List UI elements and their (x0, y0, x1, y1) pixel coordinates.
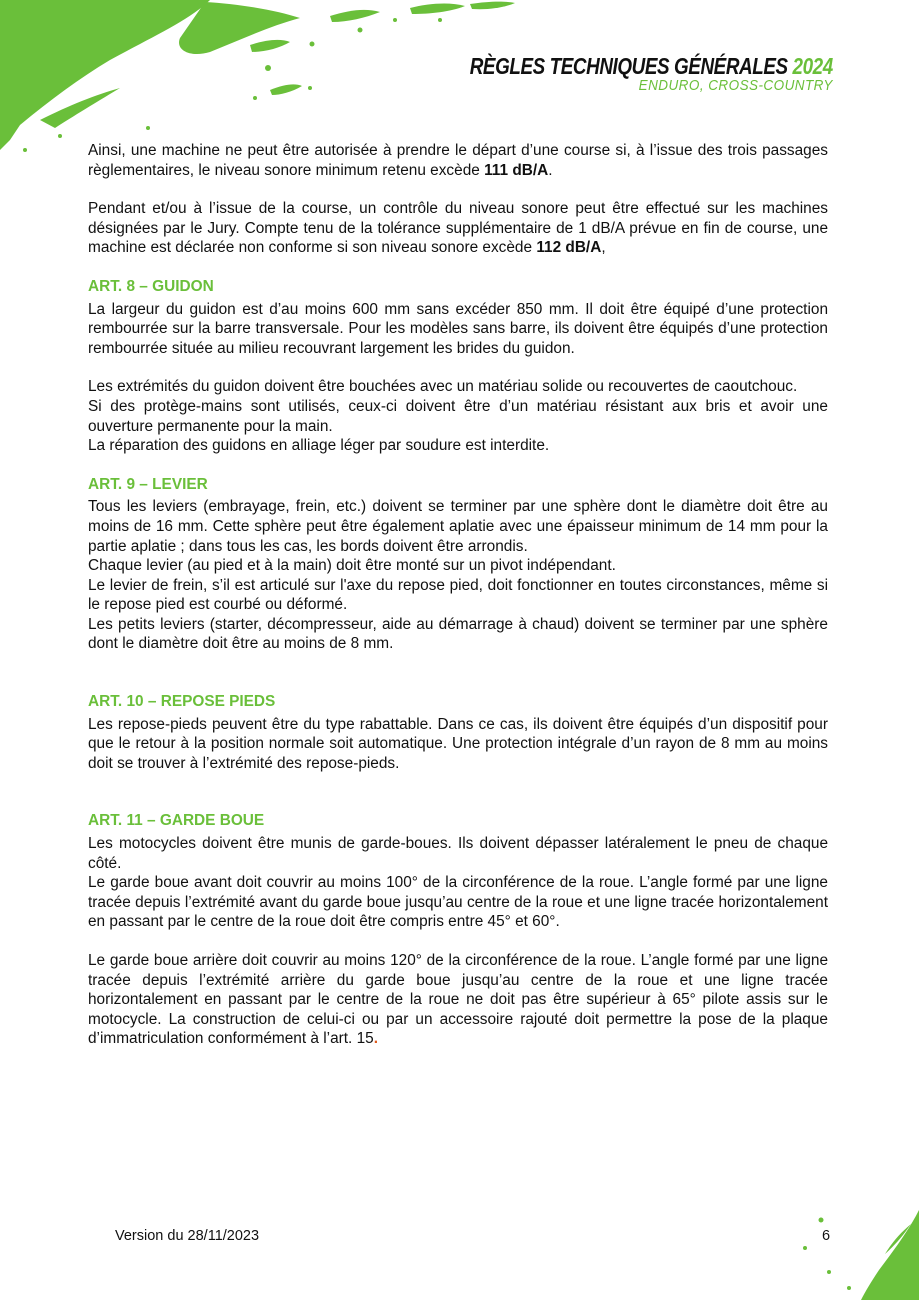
art8-heading: ART. 8 – GUIDON (88, 277, 214, 295)
art9-paragraph-3: Le levier de frein, s’il est articulé sur l'axe du repose pied, doit fonctionner en toutes circonstances, même si le repose pied est courbé ou déformé. (88, 576, 828, 614)
noise-paragraph-1 (88, 141, 828, 180)
art9-paragraph-1: Tous les leviers (embrayage, frein, etc.) doivent se terminer par une sphère dont le diamètre doit être au moins de 16 mm. Cette sphère peut être également aplatie avec une épaisseur minimum de 14 mm pour la partie aplatie ; dans tous les cas, les bords doivent être arrondis. (88, 498, 828, 555)
noise-end-2: , (601, 239, 606, 257)
green-splash-bottom-decoration (799, 1210, 919, 1300)
noise-limit-value-1: 111 dB/A (484, 161, 549, 179)
noise-text-2: Pendant et/ou à l’issue de la course, un contrôle du niveau sonore peut être effectué sur les machines désignées par le Jury. Compte tenu de la tolérance supplémentaire de 1 dB/A prévue en fin de course, une machine est déclarée non conforme si son niveau sonore excède (88, 200, 828, 257)
noise-limit-value-2: 112 dB/A (536, 239, 602, 257)
document-body (88, 141, 828, 1049)
header-subtitle: ENDURO, CROSS-COUNTRY (638, 77, 833, 94)
art11-paragraph-3-text: Le garde boue arrière doit couvrir au moins 120° de la circonférence de la roue. L’angle formé par une ligne tracée depuis l’extrémité arrière du garde boue jusqu’au centre de la roue et une ligne tracée horizontalement en passant par le centre de la roue ne doit pas être supérieur à 65° pilote assis sur le motocycle. La construction de celui-ci ou par un accessoire rajouté doit permettre la pose de la plaque d’immatriculation conformément à l’art. 15 (88, 952, 828, 1048)
footer-version: Version du 28/11/2023 (115, 1228, 260, 1244)
art10-heading: ART. 10 – REPOSE PIEDS (88, 693, 276, 711)
noise-end-1: . (548, 161, 553, 179)
noise-text-1: Ainsi, une machine ne peut être autorisée à prendre le départ d’une course si, à l’issue des trois passages règlementaires, le niveau sonore minimum retenu excède (88, 142, 828, 179)
art11-paragraph-2: Le garde boue avant doit couvrir au moins 100° de la circonférence de la roue. L’angle formé par une ligne tracée depuis l’extrémité avant du garde boue jusqu’au centre de la roue et une ligne tracée horizontalement en passant par le centre de la roue doit être compris entre 45° et 60°. (88, 874, 828, 931)
header-title-text: RÈGLES TECHNIQUES GÉNÉRALES (469, 53, 788, 79)
art8-paragraph-3: Si des protège-mains sont utilisés, ceux-ci doivent être d’un matériau résistant aux bris et avoir une ouverture permanente pour la main. (88, 397, 828, 435)
art11-paragraph-3 (88, 951, 828, 1049)
header-year: 2024 (792, 53, 833, 79)
art9-heading: ART. 9 – LEVIER (88, 475, 208, 493)
art11-heading: ART. 11 – GARDE BOUE (88, 812, 265, 830)
art8-paragraph-4: La réparation des guidons en alliage léger par soudure est interdite. (88, 437, 550, 455)
art8-paragraph-2: Les extrémités du guidon doivent être bouchées avec un matériau solide ou recouvertes de caoutchouc. (88, 378, 798, 396)
art9-paragraph-2: Chaque levier (au pied et à la main) doit être monté sur un pivot indépendant. (88, 557, 616, 575)
page-number: 6 (822, 1228, 831, 1244)
art11-paragraph-1: Les motocycles doivent être munis de garde-boues. Ils doivent dépasser latéralement le pneu de chaque côté. (88, 835, 828, 872)
header-title (470, 54, 833, 78)
document-header (390, 54, 833, 94)
art10-paragraph-1: Les repose-pieds peuvent être du type rabattable. Dans ce cas, ils doivent être équipés d’un dispositif pour que le retour à la position normale soit automatique. Une protection intégrale d’un rayon de 8 mm au moins doit se trouver à l’extrémité des repose-pieds. (88, 715, 828, 772)
art11-paragraph-3-end: . (373, 1030, 378, 1048)
noise-paragraph-2 (88, 199, 828, 258)
art8-paragraph-1: La largeur du guidon est d’au moins 600 mm sans excéder 850 mm. Il doit être équipé d’une protection rembourrée sur la barre transversale. Pour les modèles sans barre, ils doivent être équipés d’une protection rembourrée située au milieu recouvrant largement les brides du guidon. (88, 300, 828, 357)
art9-paragraph-4: Les petits leviers (starter, décompresseur, aide au démarrage à chaud) doivent se terminer par une sphère dont le diamètre doit être au moins de 8 mm. (88, 615, 828, 653)
